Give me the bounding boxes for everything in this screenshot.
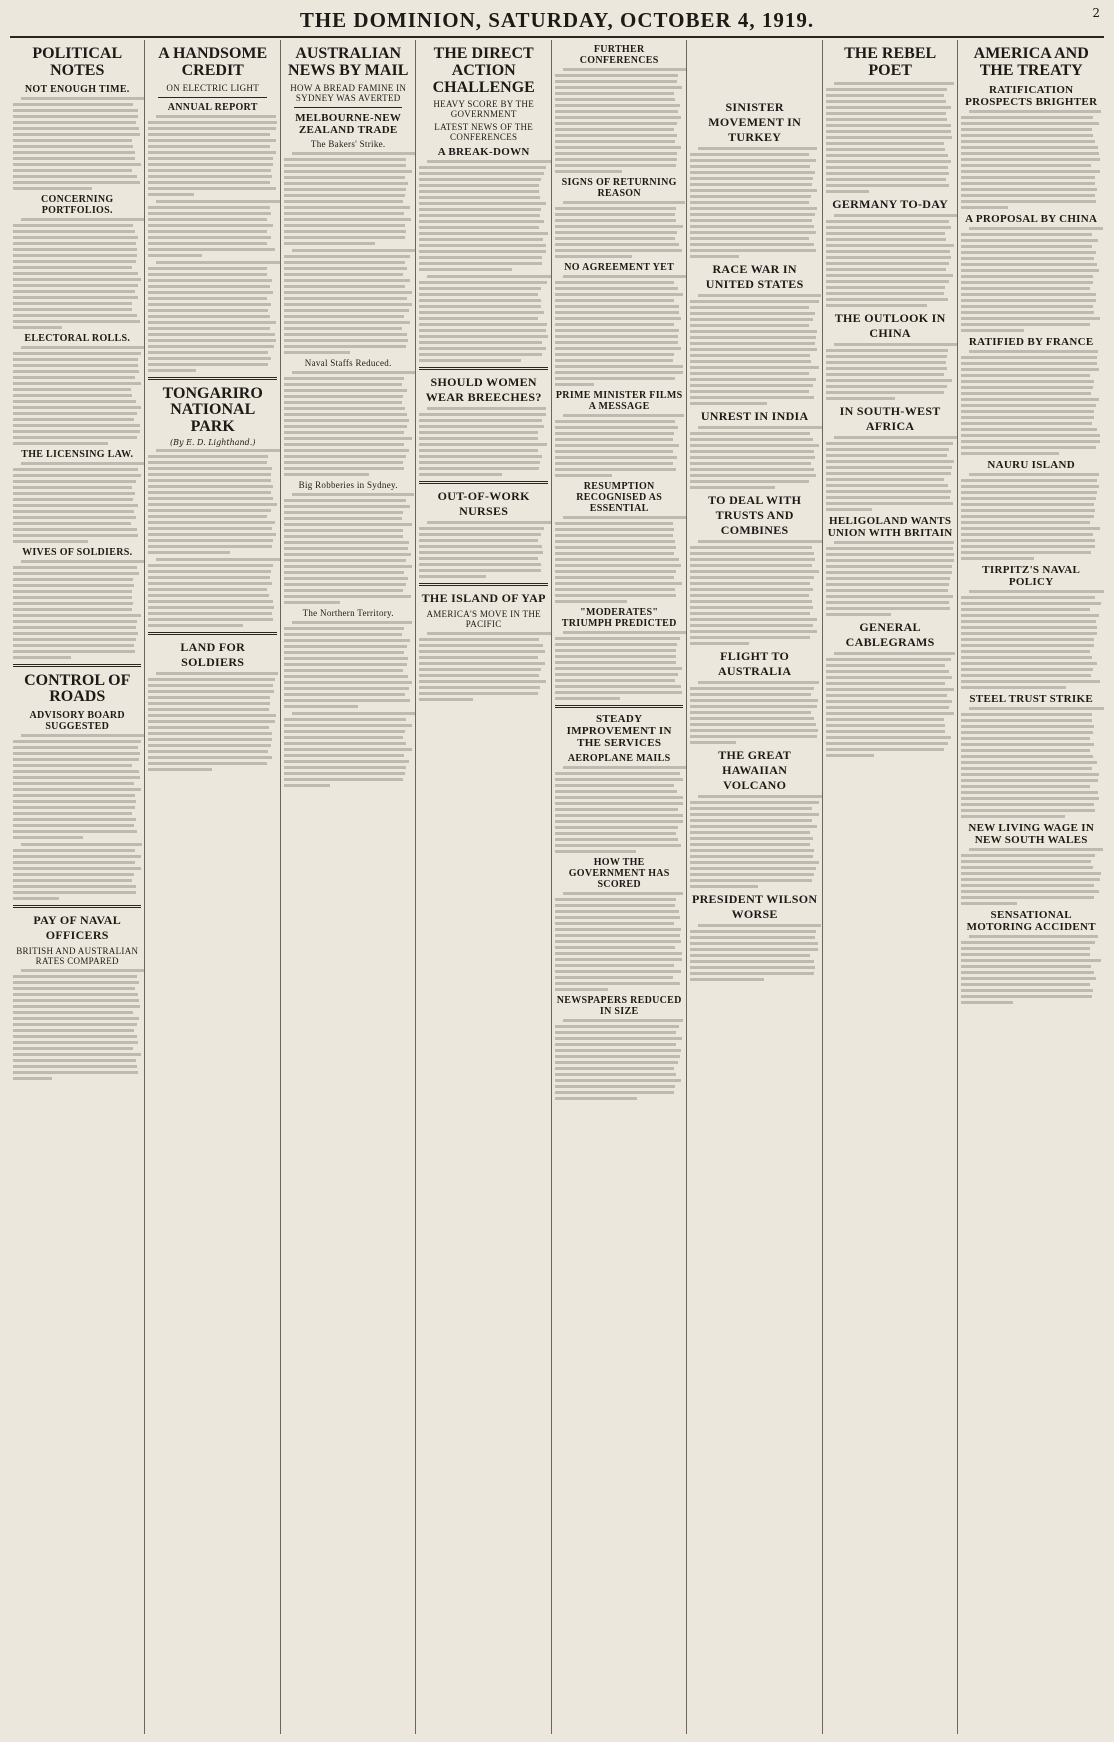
page-number: 2 [1092,6,1100,20]
headline: NEW LIVING WAGE IN NEW SOUTH WALES [968,821,1095,846]
subhead: BRITISH AND AUSTRALIAN RATES COMPARED [16,946,139,967]
headline: STEEL TRUST STRIKE [969,692,1094,705]
headline: CONTROL OF ROADS [24,671,131,706]
body-text [690,924,818,981]
body-text [690,426,818,489]
subhead: HOW THE GOVERNMENT HAS SCORED [568,857,670,890]
body-text [555,631,683,700]
body-text [826,436,954,511]
body-text [148,115,276,196]
columns [10,40,1104,1734]
subhead: HOW A BREAD FAMINE IN SYDNEY WAS AVERTED [290,82,407,103]
headline: FLIGHT TO AUSTRALIA [717,649,792,678]
subhead: NO AGREEMENT YET [564,262,675,273]
headline: A PROPOSAL BY CHINA [965,212,1098,225]
headline: THE REBEL POET [844,45,937,79]
body-text [961,350,1101,455]
body-text [13,462,141,543]
body-text [555,414,683,477]
body-text [284,493,412,604]
headline: TIRPITZ'S NAVAL POLICY [982,563,1081,588]
body-text [826,82,954,193]
byline: (By E. D. Lighthand.) [170,437,256,447]
headline: TO DEAL WITH TRUSTS AND COMBINES [708,493,802,537]
body-text [690,795,818,888]
body-text [555,766,683,853]
body-text [555,201,683,258]
body-text [961,590,1101,689]
body-text [555,892,683,991]
headline: THE ISLAND OF YAP [421,591,546,606]
body-text [690,681,818,744]
headline: SHOULD WOMEN WEAR BREECHES? [425,375,542,405]
column-4 [416,40,551,1734]
subhead: FURTHER CONFERENCES [579,44,659,66]
subhead: AMERICA'S MOVE IN THE PACIFIC [426,609,541,630]
subhead: Big Robberies in Sydney. [298,479,398,490]
body-text [419,521,547,578]
body-text [419,407,547,476]
body-text [148,558,276,627]
body-text [13,969,141,1080]
headline: HELIGOLAND WANTS UNION WITH BRITAIN [827,514,953,539]
subhead: ADVISORY BOARD SUGGESTED [29,710,125,733]
headline: THE GREAT HAWAIIAN VOLCANO [718,748,792,792]
column-1 [10,40,145,1734]
headline: SINISTER MOVEMENT IN TURKEY [708,100,802,144]
body-text [148,449,276,554]
subhead: The Northern Territory. [302,607,394,618]
body-text [13,843,141,900]
subhead: LATEST NEWS OF THE CONFERENCES [434,122,534,143]
subhead: The Bakers' Strike. [310,138,386,149]
masthead [10,4,1104,38]
subhead: CONCERNING PORTFOLIOS. [41,193,114,216]
subhead: RESUMPTION RECOGNISED AS ESSENTIAL [576,481,663,514]
body-text [419,160,547,271]
subhead: NEWSPAPERS REDUCED IN SIZE [556,995,682,1017]
headline: POLITICAL NOTES [32,45,123,79]
column-8 [958,40,1104,1734]
headline: IN SOUTH-WEST AFRICA [839,403,941,433]
subhead: ELECTORAL ROLLS. [24,332,131,344]
body-text [690,540,818,645]
body-text [13,218,141,329]
body-text [961,707,1101,818]
headline: PAY OF NAVAL OFFICERS [33,913,122,943]
headline: NAURU ISLAND [987,458,1076,471]
subhead: Naval Staffs Reduced. [304,357,392,368]
column-5 [552,40,687,1734]
subhead: THE LICENSING LAW. [21,448,134,460]
headline: THE OUTLOOK IN CHINA [834,310,946,340]
headline: AUSTRALIAN NEWS BY MAIL [288,45,409,79]
headline: STEADY IMPROVEMENT IN THE SERVICES [566,713,672,749]
subhead: WIVES OF SOLDIERS. [22,546,133,558]
body-text [13,734,141,839]
body-text [148,261,276,372]
body-text [419,632,547,701]
subhead: PRIME MINISTER FILMS A MESSAGE [555,390,683,412]
headline: PRESIDENT WILSON WORSE [691,892,818,921]
body-text [284,249,412,354]
body-text [961,110,1101,209]
body-text [419,275,547,362]
body-text [690,294,818,405]
body-text [961,935,1101,1004]
headline: OUT-OF-WORK NURSES [437,489,530,519]
subhead: ON ELECTRIC LIGHT [166,82,260,93]
body-text [555,1019,683,1100]
headline: AMERICA AND THE TREATY [973,45,1089,79]
headline: A HANDSOME CREDIT [158,45,268,79]
body-text [13,346,141,445]
column-2 [145,40,280,1734]
headline: RACE WAR IN UNITED STATES [705,262,804,291]
column-7 [823,40,958,1734]
subhead: MELBOURNE-NEW ZEALAND TRADE [295,111,402,136]
newspaper-title: THE DOMINION, SATURDAY, OCTOBER 4, 1919. [299,7,815,32]
body-text [961,227,1101,332]
body-text [555,275,683,386]
body-text [13,560,141,659]
column-3 [281,40,416,1734]
body-text [826,343,954,400]
subhead: NOT ENOUGH TIME. [24,83,130,95]
body-text [826,652,954,757]
subhead: SIGNS OF RETURNING REASON [561,177,677,199]
headline: UNREST IN INDIA [700,409,809,423]
body-text [555,68,683,173]
subhead: A BREAK-DOWN [437,146,530,159]
subhead: ANNUAL REPORT [167,101,258,113]
subhead: "MODERATES" TRIUMPH PREDICTED [561,607,677,629]
body-text [284,152,412,245]
body-text [148,672,276,771]
headline: GENERAL CABLEGRAMS [845,619,935,649]
body-text [555,516,683,603]
body-text [148,200,276,257]
body-text [961,848,1101,905]
headline: SENSATIONAL MOTORING ACCIDENT [966,908,1096,933]
headline: GERMANY TO-DAY [832,196,949,211]
subhead: AEROPLANE MAILS [567,753,671,764]
headline: THE DIRECT ACTION CHALLENGE [432,45,535,96]
body-text [826,214,954,307]
headline: LAND FOR SOLDIERS [180,639,246,669]
body-text [690,147,818,258]
body-text [284,621,412,708]
headline: RATIFIED BY FRANCE [968,335,1094,348]
body-text [826,541,954,616]
body-text [13,97,141,190]
subhead: RATIFICATION PROSPECTS BRIGHTER [965,83,1098,108]
column-6 [687,40,822,1734]
body-text [284,371,412,476]
body-text [961,473,1101,560]
headline: TONGARIRO NATIONAL PARK [162,384,263,436]
body-text [284,712,412,787]
subhead: HEAVY SCORE BY THE GOVERNMENT [433,99,535,120]
